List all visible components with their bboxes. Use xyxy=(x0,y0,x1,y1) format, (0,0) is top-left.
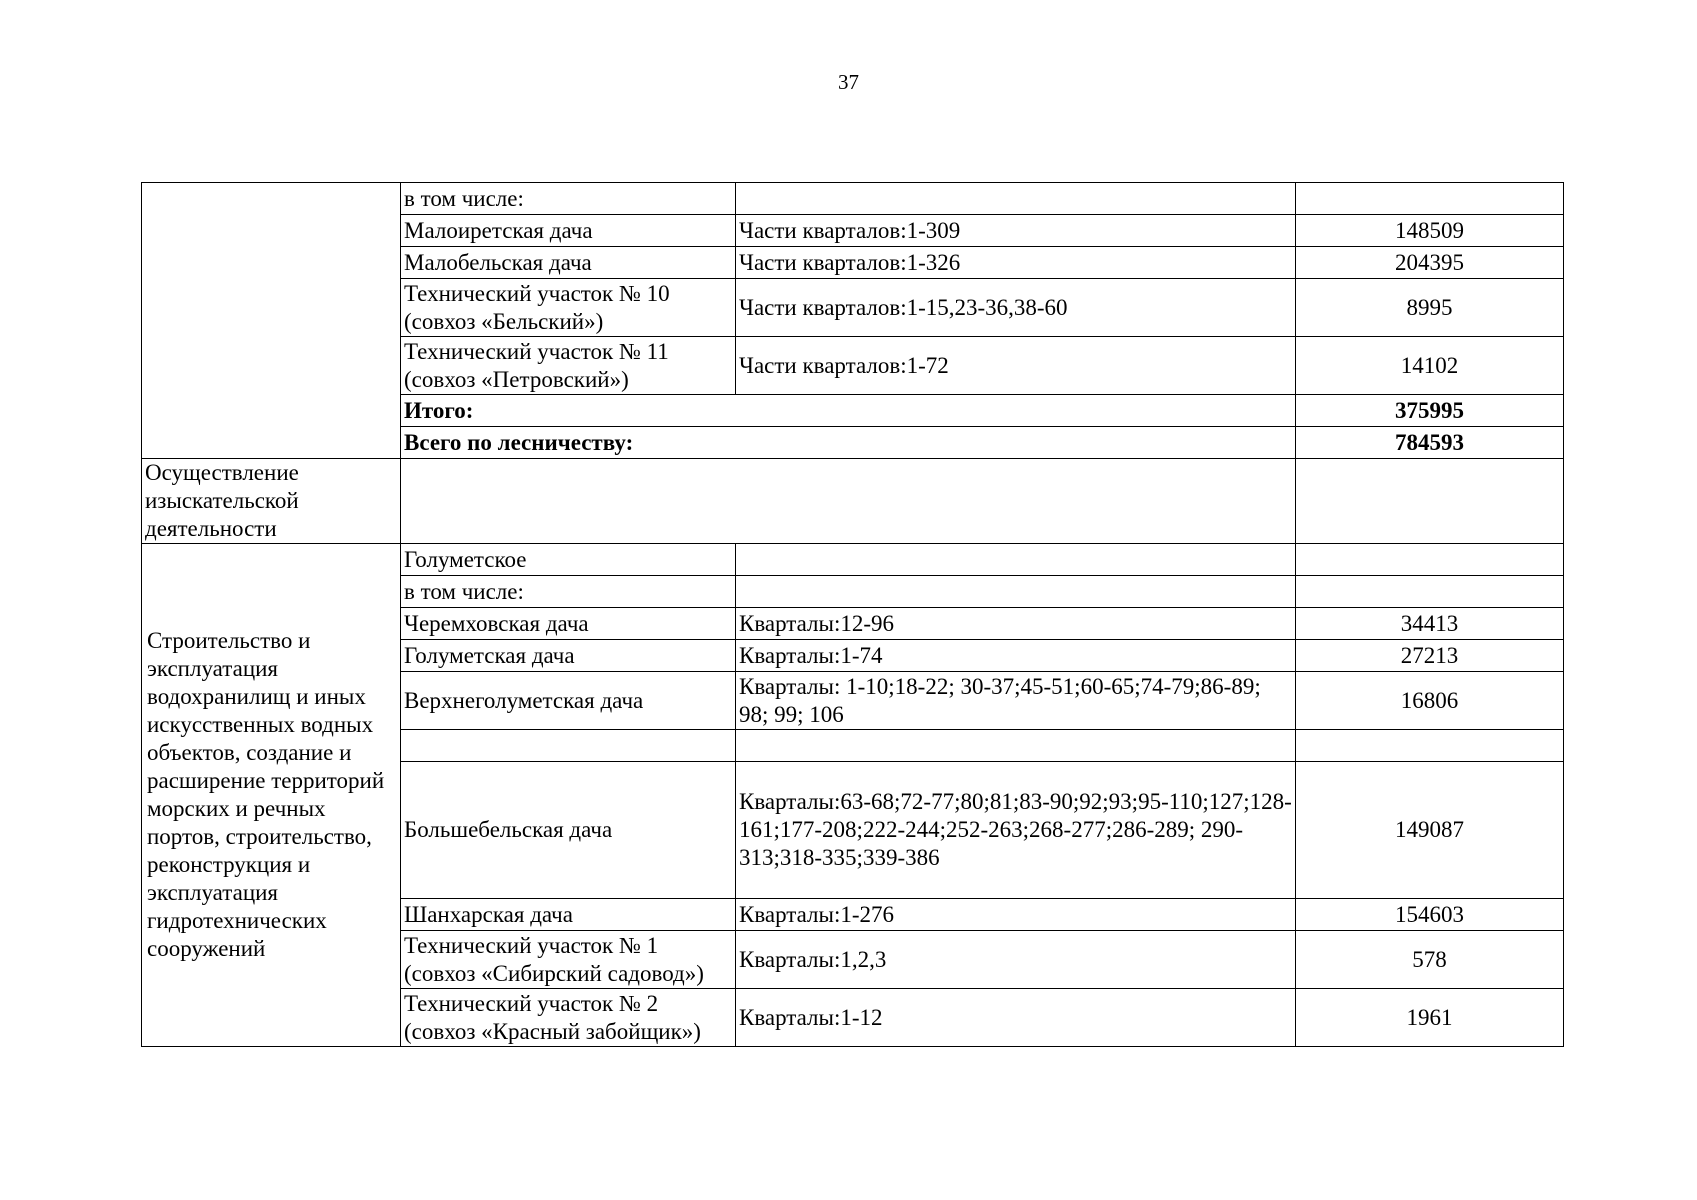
empty-cell xyxy=(1296,459,1564,544)
grand-total-value: 784593 xyxy=(1296,427,1564,459)
area-cell xyxy=(1296,183,1564,215)
area-cell xyxy=(1296,576,1564,608)
quarters-cell: Кварталы:12-96 xyxy=(736,608,1296,640)
area-cell xyxy=(1296,544,1564,576)
area-cell: 1961 xyxy=(1296,989,1564,1047)
activity-cell-empty xyxy=(142,183,401,459)
forest-name-cell: Технический участок № 11 (совхоз «Петровский») xyxy=(401,337,736,395)
total-value: 375995 xyxy=(1296,395,1564,427)
forest-name-cell: Технический участок № 10 (совхоз «Бельский») xyxy=(401,279,736,337)
quarters-cell: Части кварталов:1-309 xyxy=(736,215,1296,247)
quarters-cell xyxy=(736,730,1296,762)
area-cell: 14102 xyxy=(1296,337,1564,395)
quarters-cell: Части кварталов:1-15,23-36,38-60 xyxy=(736,279,1296,337)
forest-name-cell: Черемховская дача xyxy=(401,608,736,640)
quarters-cell: Части кварталов:1-72 xyxy=(736,337,1296,395)
empty-cell xyxy=(401,459,1296,544)
quarters-cell: Кварталы:1-12 xyxy=(736,989,1296,1047)
quarters-cell: Кварталы:63-68;72-77;80;81;83-90;92;93;95-110;127;128-161;177-208;222-244;252-263;268-277;286-289; 290-313;318-335;339-386 xyxy=(736,762,1296,899)
quarters-cell: Кварталы:1-74 xyxy=(736,640,1296,672)
quarters-cell: Кварталы:1,2,3 xyxy=(736,931,1296,989)
area-cell: 204395 xyxy=(1296,247,1564,279)
forest-name-cell: Технический участок № 1 (совхоз «Сибирский садовод») xyxy=(401,931,736,989)
quarters-cell: Кварталы: 1-10;18-22; 30-37;45-51;60-65;74-79;86-89; 98; 99; 106 xyxy=(736,672,1296,730)
area-cell: 27213 xyxy=(1296,640,1564,672)
forest-name-cell: в том числе: xyxy=(401,576,736,608)
forestry-table xyxy=(141,182,1564,1047)
forest-name-cell: Голуметское xyxy=(401,544,736,576)
area-cell: 34413 xyxy=(1296,608,1564,640)
quarters-cell xyxy=(736,183,1296,215)
forest-name-cell: Малобельская дача xyxy=(401,247,736,279)
forest-name-cell: Малоиретская дача xyxy=(401,215,736,247)
quarters-cell: Кварталы:1-276 xyxy=(736,899,1296,931)
area-cell: 154603 xyxy=(1296,899,1564,931)
table-row xyxy=(142,459,1564,544)
table-row xyxy=(142,544,1564,576)
forest-name-cell: Технический участок № 2 (совхоз «Красный забойщик») xyxy=(401,989,736,1047)
area-cell: 8995 xyxy=(1296,279,1564,337)
area-cell: 16806 xyxy=(1296,672,1564,730)
forest-name-cell: Большебельская дача xyxy=(401,762,736,899)
quarters-cell xyxy=(736,544,1296,576)
area-cell: 149087 xyxy=(1296,762,1564,899)
quarters-cell xyxy=(736,576,1296,608)
forest-name-cell: Шанхарская дача xyxy=(401,899,736,931)
activity-construction-cell: Строительство и эксплуатация водохранилищ и иных искусственных водных объектов, создание и расширение территорий морских и речных портов, строительство, реконструкция и эксплуатация гидротехнических сооружений xyxy=(142,544,401,1047)
area-cell: 148509 xyxy=(1296,215,1564,247)
table-row xyxy=(142,183,1564,215)
grand-total-label: Всего по лесничеству: xyxy=(401,427,1296,459)
quarters-cell: Части кварталов:1-326 xyxy=(736,247,1296,279)
page-number: 37 xyxy=(838,70,859,94)
activity-survey-cell: Осуществление изыскательской деятельности xyxy=(142,459,401,544)
forest-name-cell: Голуметская дача xyxy=(401,640,736,672)
forest-name-cell xyxy=(401,730,736,762)
area-cell xyxy=(1296,730,1564,762)
total-label: Итого: xyxy=(401,395,1296,427)
forest-name-cell: Верхнеголуметская дача xyxy=(401,672,736,730)
area-cell: 578 xyxy=(1296,931,1564,989)
forest-name-cell: в том числе: xyxy=(401,183,736,215)
